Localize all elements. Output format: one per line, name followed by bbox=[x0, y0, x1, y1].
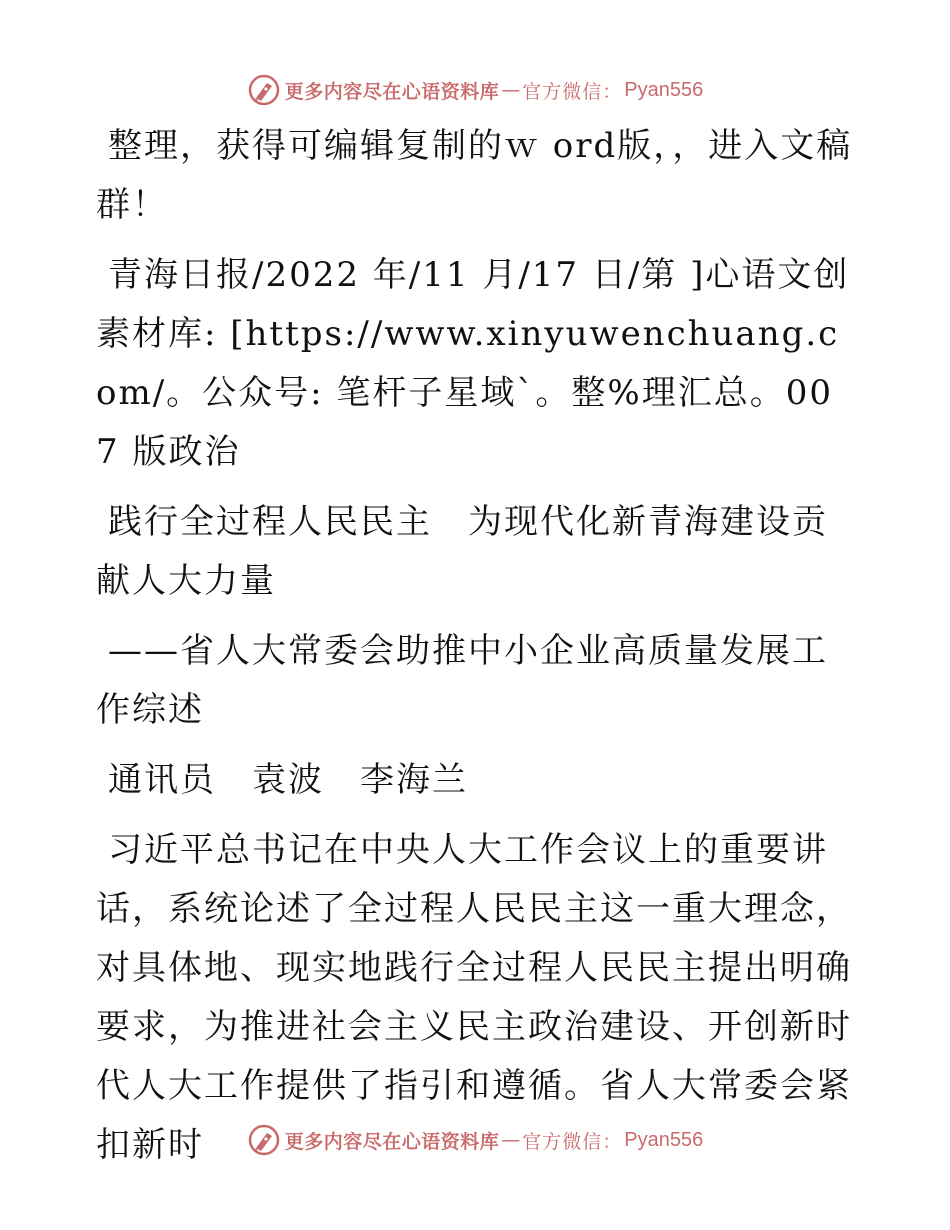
banner-dash: — bbox=[501, 79, 521, 101]
article-subtitle: ——省人大常委会助推中小企业高质量发展工作综述 bbox=[96, 631, 828, 730]
wechat-id: Pyan556 bbox=[624, 1128, 704, 1151]
wechat-label: 官方微信： bbox=[522, 1130, 623, 1153]
document-body bbox=[96, 117, 856, 1186]
wechat-id: Pyan556 bbox=[624, 78, 704, 101]
header-watermark-banner bbox=[0, 70, 950, 110]
pen-nib-logo-icon bbox=[247, 73, 281, 107]
banner-dash: — bbox=[501, 1129, 521, 1151]
article-byline: 通讯员 袁波 李海兰 bbox=[108, 760, 468, 800]
pen-nib-logo-icon bbox=[247, 1123, 281, 1157]
site-name-text: 更多内容尽在心语资料库 bbox=[284, 1130, 500, 1153]
article-title: 践行全过程人民民主 为现代化新青海建设贡献人大力量 bbox=[96, 502, 828, 601]
wechat-label: 官方微信： bbox=[522, 80, 623, 103]
source-paragraph: 青海日报/2022 年/11 月/17 日/第 ]心语文创素材库: [https://www.xinyuwenchuang.com/。公众号: 笔杆子星域`。整%理汇总。007 版政治 bbox=[96, 255, 850, 472]
site-name-text: 更多内容尽在心语资料库 bbox=[284, 80, 500, 103]
intro-paragraph: 整理，获得可编辑复制的ｗ ord版，，进入文稿群！ bbox=[96, 126, 853, 225]
footer-watermark-banner bbox=[0, 1120, 950, 1160]
body-paragraph: 习近平总书记在中央人大工作会议上的重要讲话，系统论述了全过程人民民主这一重大理念，对具体地、现实地践行全过程人民民主提出明确要求，为推进社会主义民主政治建设、开创新时代人大工作提供了指引和遵循。省人大常委会紧扣新时 bbox=[96, 830, 852, 1165]
